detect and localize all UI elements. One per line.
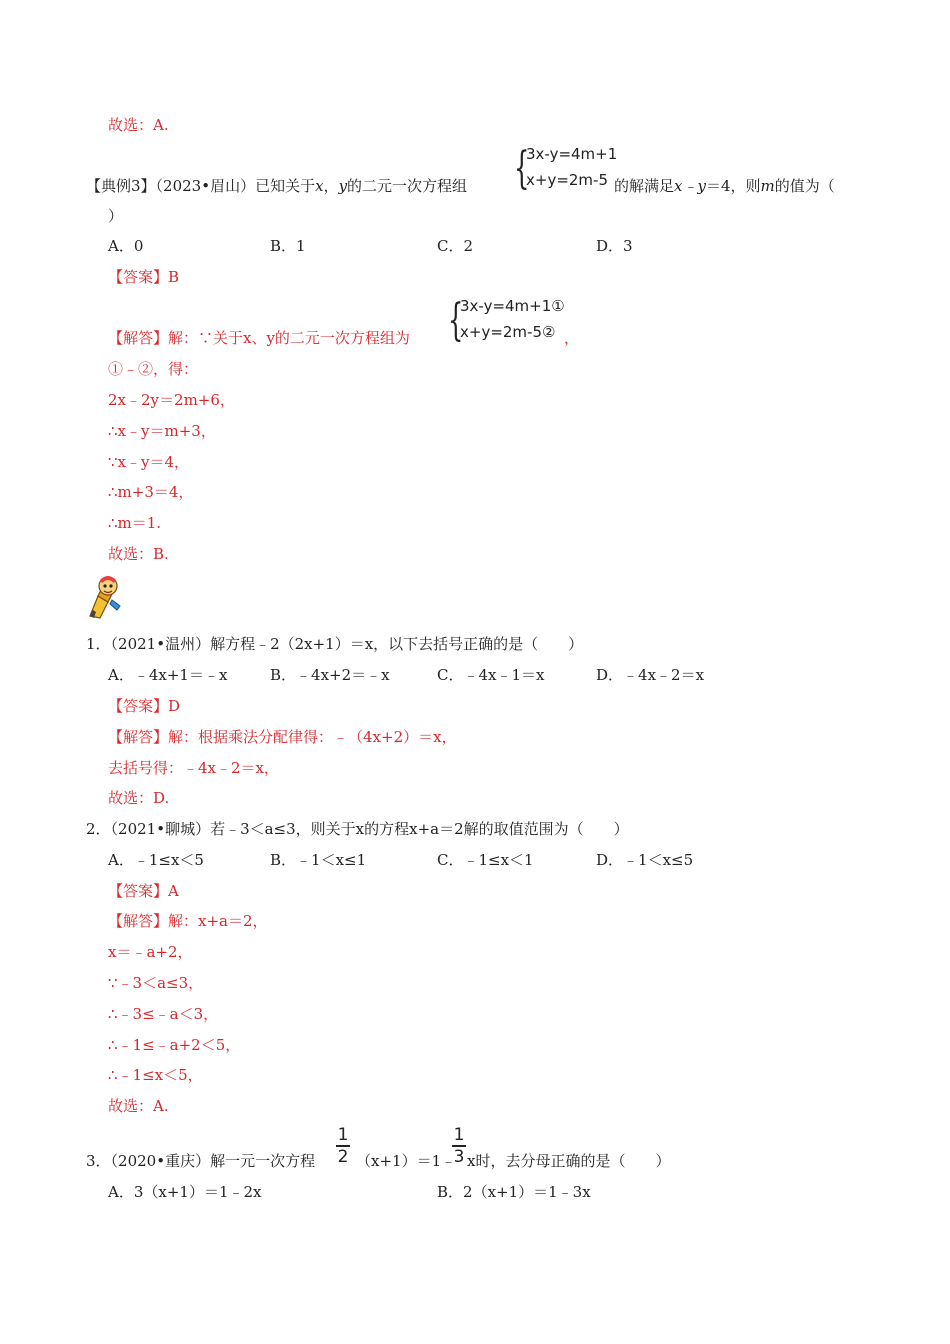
fraction-denominator: 2	[337, 1146, 349, 1167]
q2-step-7: 故选：A.	[108, 1097, 169, 1115]
q2-stem: 2．（2021•聊城）若﹣3＜a≤3，则关于x的方程x+a＝2解的取值范围为（ ）	[86, 820, 629, 838]
q3-fraction-half	[336, 1126, 350, 1166]
q2-step-4: ∴﹣3≤﹣a＜3，	[108, 1005, 219, 1023]
system-equation-2: x+y=2m-5	[526, 171, 609, 189]
comma: ，	[323, 177, 339, 195]
solution-step-5: ∴m+3＝4，	[108, 483, 194, 501]
q2-step-2: x＝﹣a+2，	[108, 943, 193, 961]
example3-solution-prefix: 【解答】解：∵关于x、y的二元一次方程组为	[108, 329, 410, 347]
q1-solution-2: 去括号得：﹣4x﹣2＝x，	[108, 759, 280, 777]
example3-answer: 【答案】B	[108, 268, 180, 286]
solution-step-1: ①﹣②，得：	[108, 360, 199, 378]
condition-text-3: 的值为（	[774, 177, 835, 195]
q3-suffix: x时，去分母正确的是（ ）	[467, 1152, 671, 1170]
solution-step-7: 故选：B.	[108, 545, 169, 563]
pencil-mascot-icon	[84, 572, 124, 620]
solution-equation-system	[448, 295, 578, 349]
q1-solution-1: 【解答】解：根据乘法分配律得：﹣（4x+2）＝x，	[108, 728, 457, 746]
q3-fraction-third	[452, 1126, 466, 1166]
solution-equation-1: 3x-y=4m+1①	[460, 297, 565, 315]
q2-option-c: C．﹣1≤x＜1	[437, 851, 534, 869]
q1-solution-3: 故选：D.	[108, 789, 170, 807]
example3-option-a: A．0	[108, 237, 144, 255]
example3-close-paren: ）	[108, 207, 124, 225]
var-m: m	[760, 177, 775, 195]
fraction-denominator: 3	[453, 1146, 465, 1167]
condition-text-1: 的解满足	[614, 177, 675, 195]
prev-answer-choice: 故选：A.	[108, 116, 169, 134]
q2-step-5: ∴﹣1≤﹣a+2＜5，	[108, 1036, 241, 1054]
q1-option-c: C．﹣4x﹣1＝x	[437, 666, 545, 684]
example3-option-d: D．3	[596, 237, 633, 255]
q1-option-b: B．﹣4x+2＝﹣x	[270, 666, 390, 684]
condition-text-2: ＝4，则	[705, 177, 761, 195]
system-equation-1: 3x-y=4m+1	[526, 145, 618, 163]
q1-answer: 【答案】D	[108, 697, 181, 715]
q2-option-d: D．﹣1＜x≤5	[596, 851, 694, 869]
brace-glyph: {	[448, 295, 464, 346]
q2-step-1: 【解答】解：x+a＝2，	[108, 912, 268, 930]
q2-step-6: ∴﹣1≤x＜5，	[108, 1066, 203, 1084]
q1-stem: 1．（2021•温州）解方程﹣2（2x+1）＝x，以下去括号正确的是（ ）	[86, 635, 584, 653]
solution-step-6: ∴m＝1.	[108, 514, 162, 532]
q2-step-3: ∵﹣3＜a≤3，	[108, 974, 204, 992]
condition-expr: x﹣y	[674, 177, 706, 195]
example3-condition	[614, 175, 835, 197]
q3-option-b: B．2（x+1）＝1﹣3x	[437, 1183, 591, 1201]
var-y: y	[338, 177, 348, 195]
q3-prefix: 3．（2020•重庆）解一元一次方程	[86, 1152, 316, 1170]
brace-glyph: {	[514, 143, 530, 194]
solution-step-3: ∴x﹣y＝m+3，	[108, 422, 216, 440]
example3-mid: 的二元一次方程组	[347, 177, 468, 195]
fraction-numerator: 1	[453, 1125, 465, 1145]
equation-system	[514, 143, 624, 197]
q2-option-b: B．﹣1＜x≤1	[270, 851, 367, 869]
solution-equation-2: x+y=2m-5②	[460, 323, 556, 341]
q3-option-a: A．3（x+1）＝1﹣2x	[108, 1183, 262, 1201]
fraction-numerator: 1	[337, 1125, 349, 1145]
q2-option-a: A．﹣1≤x＜5	[108, 851, 204, 869]
q3-mid: （x+1）＝1﹣	[356, 1152, 457, 1170]
q1-option-d: D．﹣4x﹣2＝x	[596, 666, 705, 684]
solution-comma: ，	[564, 329, 580, 347]
example3-option-c: C．2	[437, 237, 474, 255]
solution-step-2: 2x﹣2y＝2m+6，	[108, 391, 235, 409]
example3-prefix: 【典例3】（2023•眉山）已知关于	[86, 177, 316, 195]
q1-option-a: A．﹣4x+1＝﹣x	[108, 666, 228, 684]
example3-option-b: B．1	[270, 237, 306, 255]
example3-stem	[86, 175, 467, 197]
q2-answer: 【答案】A	[108, 882, 179, 900]
solution-step-4: ∵x﹣y＝4，	[108, 453, 190, 471]
var-x: x	[315, 177, 324, 195]
